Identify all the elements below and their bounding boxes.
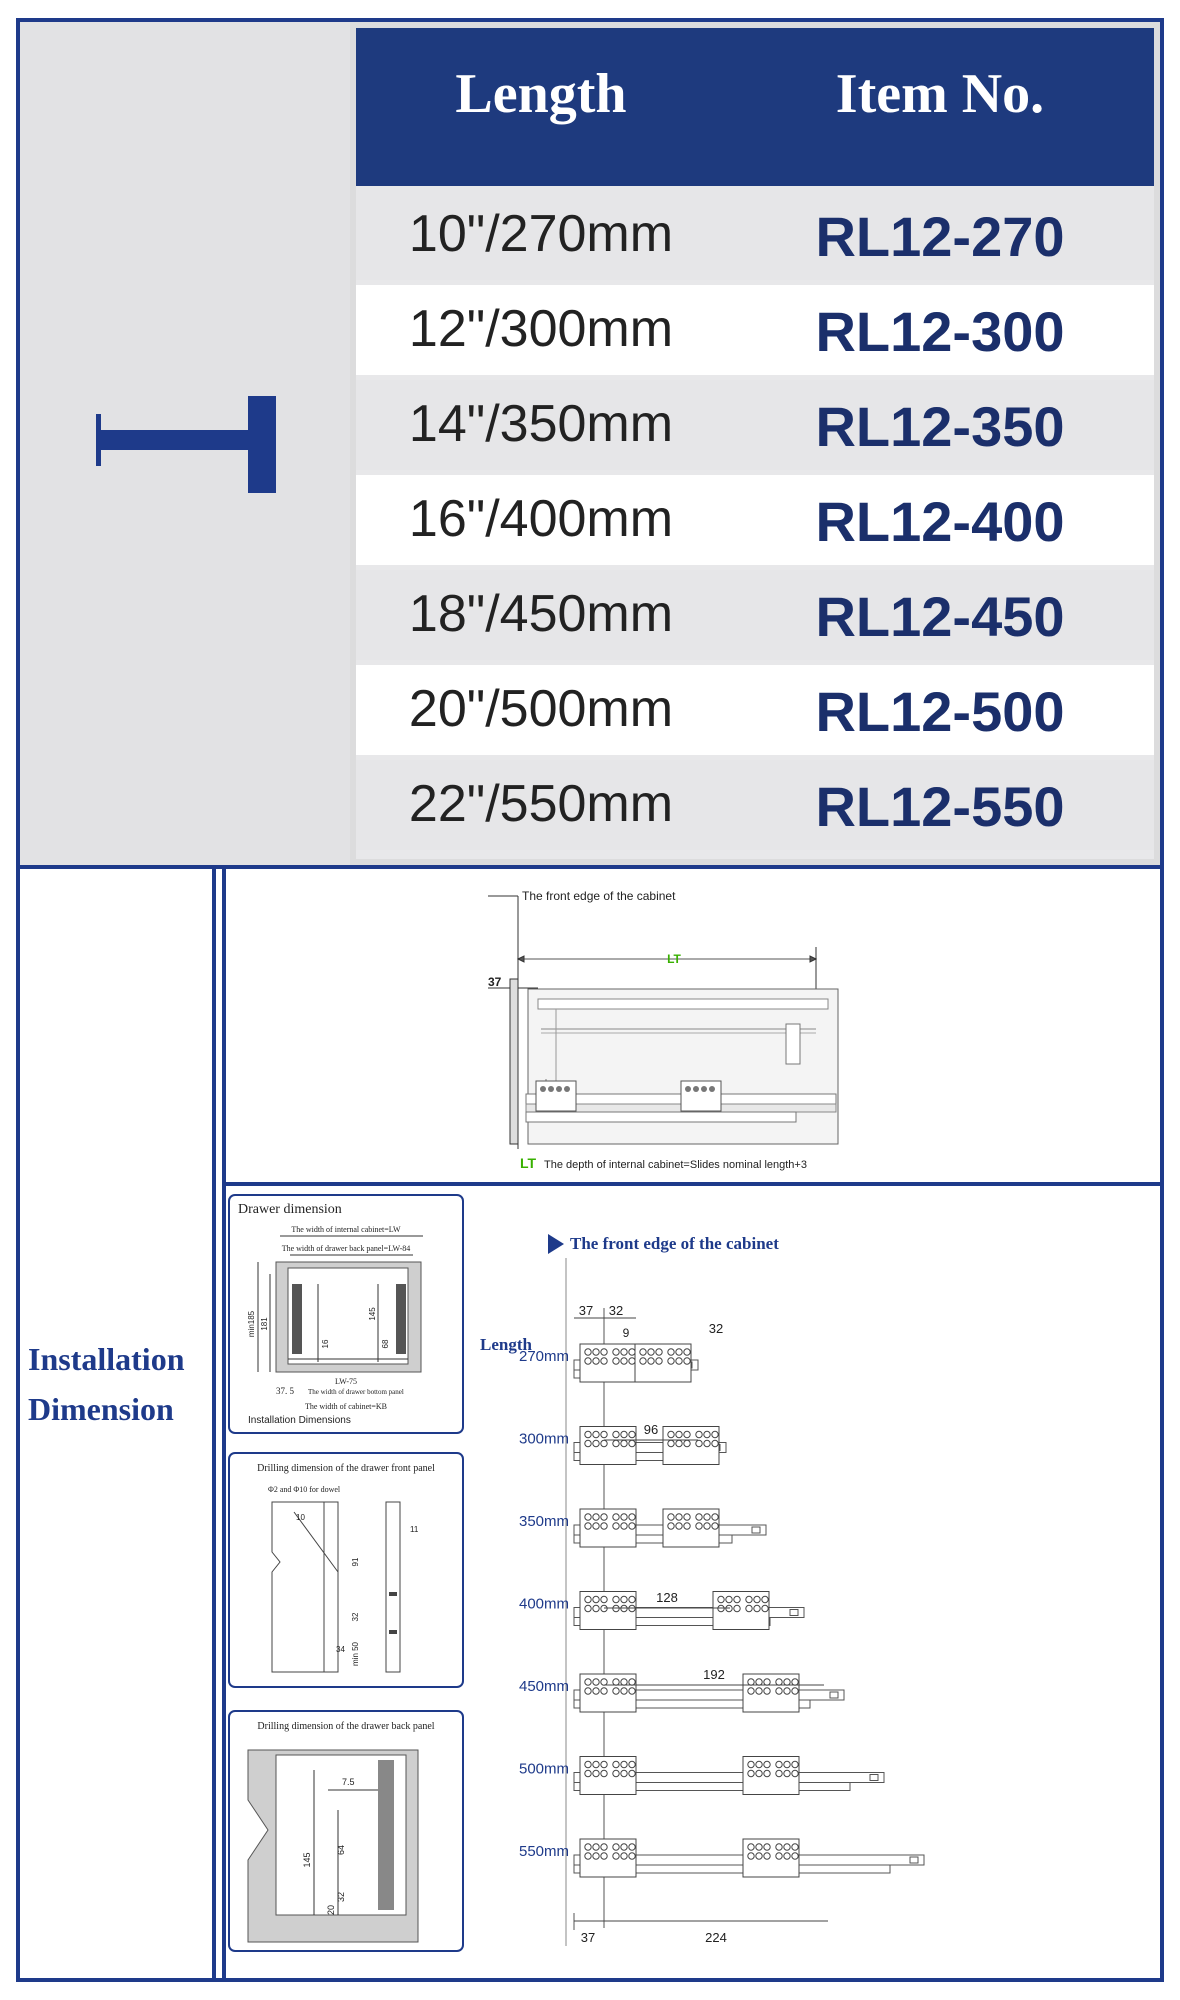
lt-label: LT [667,952,681,966]
dim-145: 145 [302,1852,312,1868]
mounting-block [580,1839,636,1877]
dim-145: 145 [368,1307,377,1321]
dim-16: 16 [321,1339,330,1349]
dim-20: 20 [326,1904,336,1916]
slides-diagram [470,1188,1160,1978]
table-row [356,285,1154,375]
width-bottom-label: The width of drawer bottom panel [308,1388,404,1396]
slide-row [519,1509,766,1547]
dim-96: 96 [643,1422,659,1437]
dim-128: 128 [656,1590,678,1605]
mounting-block [580,1427,636,1465]
mounting-block [663,1509,719,1547]
front-edge-label: The front edge of the cabinet [522,889,676,903]
dim-37-top: 37 [578,1303,594,1318]
front-panel-title: Drilling dimension of the drawer front panel [257,1463,435,1474]
row-item-no: RL12-450 [815,585,1065,648]
rail-end-tab [830,1692,838,1698]
dim-37: 37 [488,975,502,989]
table-row [356,475,1154,565]
back-panel-box [228,1710,464,1952]
cabinet-diagram [226,869,1162,1181]
row-item-no: RL12-350 [815,395,1065,458]
front-panel-box [228,1452,464,1688]
length-label: Length [480,1335,532,1354]
product-section [20,22,1160,865]
dim-224: 224 [705,1930,727,1945]
icon-panel [20,22,350,865]
row-item-no: RL12-270 [815,205,1065,268]
table-row [356,665,1154,755]
row-length: 16"/400mm [408,490,674,548]
rail-end-tab [752,1527,760,1533]
mounting-block [743,1839,799,1877]
dim-34: 34 [336,1645,345,1654]
width-back-label: The width of drawer back panel=LW-84 [281,1244,411,1253]
header-item-no: Item No. [835,63,1045,125]
mounting-block [580,1592,636,1630]
mounting-block [663,1427,719,1465]
width-cabinet-label: The width of cabinet=KB [304,1402,388,1411]
title-line: Installation [28,1341,185,1377]
row-length: 22"/550mm [408,775,674,833]
dim-9: 9 [622,1326,630,1340]
slide-length-label: 300mm [518,1430,570,1448]
cabinet-caption: The depth of internal cabinet=Slides nominal length+3 [544,1159,807,1171]
row-item-no: RL12-550 [815,775,1065,838]
installation-dimension-title [28,1334,218,1434]
slide-length-label: 450mm [518,1678,570,1695]
dim-10: 10 [296,1513,305,1522]
table-header [356,28,1154,186]
dim-37-5: 37. 5 [276,1386,294,1396]
header-length: Length [455,63,627,125]
mounting-block [580,1509,636,1547]
table-row [356,190,1154,280]
min185-label: min185 [247,1310,256,1338]
mounting-block [635,1344,691,1382]
slide-row [519,1757,884,1795]
dim-181: 181 [260,1317,269,1331]
dim-11: 11 [410,1525,419,1534]
slide-row [519,1344,698,1382]
drawer-dimension-box [228,1194,464,1434]
front-edge-title: The front edge of the cabinet [570,1234,779,1253]
product-table [356,28,1154,859]
row-item-no: RL12-500 [815,680,1065,743]
caption-lt: LT [520,1155,537,1171]
dim-32: 32 [351,1612,360,1622]
dim-68: 68 [381,1339,390,1349]
lw75-label: LW-75 [334,1377,358,1386]
title-line: Dimension [28,1391,174,1427]
table-row [356,570,1154,660]
mounting-block [713,1592,769,1630]
back-panel-title: Drilling dimension of the drawer back panel [257,1721,435,1732]
mounting-block [580,1757,636,1795]
slide-row [519,1427,726,1465]
row-item-no: RL12-400 [815,490,1065,553]
arrow-icon [548,1234,564,1254]
drawer-dimension-title: Drawer dimension [238,1202,342,1217]
slide-length-label: 350mm [518,1513,570,1530]
table-row [356,760,1154,850]
row-item-no: RL12-300 [815,300,1065,363]
width-internal-label: The width of internal cabinet=LW [291,1225,401,1234]
slide-length-label: 500mm [518,1760,570,1778]
mounting-block [743,1674,799,1712]
slide-row [519,1839,924,1877]
rail-end-tab [790,1610,798,1616]
slide-rail-icon [20,22,350,865]
installation-dimensions-caption: Installation Dimensions [248,1415,351,1426]
section-divider [222,1182,1160,1186]
slide-length-label: 400mm [518,1595,570,1613]
mounting-block [743,1757,799,1795]
row-length: 20"/500mm [408,680,674,738]
dim-32-b: 32 [708,1321,724,1336]
mounting-block [580,1674,636,1712]
rail-end-tab [910,1857,918,1863]
row-length: 18"/450mm [408,585,674,643]
dowel-label: Φ2 and Φ10 for dowel [268,1485,341,1494]
mounting-block [580,1344,636,1382]
dim-7-5: 7.5 [342,1777,355,1787]
row-length: 14"/350mm [408,395,674,453]
dim-64: 64 [336,1844,346,1856]
slide-row [519,1674,844,1712]
dim-32: 32 [336,1891,346,1903]
page-frame [16,18,1164,1982]
dim-91: 91 [351,1557,360,1567]
dim-32-a: 32 [608,1303,624,1318]
dim-37-bottom: 37 [580,1930,596,1945]
table-row [356,380,1154,470]
row-length: 10"/270mm [408,205,674,263]
row-length: 12"/300mm [408,300,674,358]
slide-length-label: 270mm [518,1348,570,1365]
slide-length-label: 550mm [518,1843,570,1860]
dim-min50: min 50 [351,1641,360,1667]
rail-end-tab [870,1775,878,1781]
dim-192: 192 [703,1667,725,1682]
